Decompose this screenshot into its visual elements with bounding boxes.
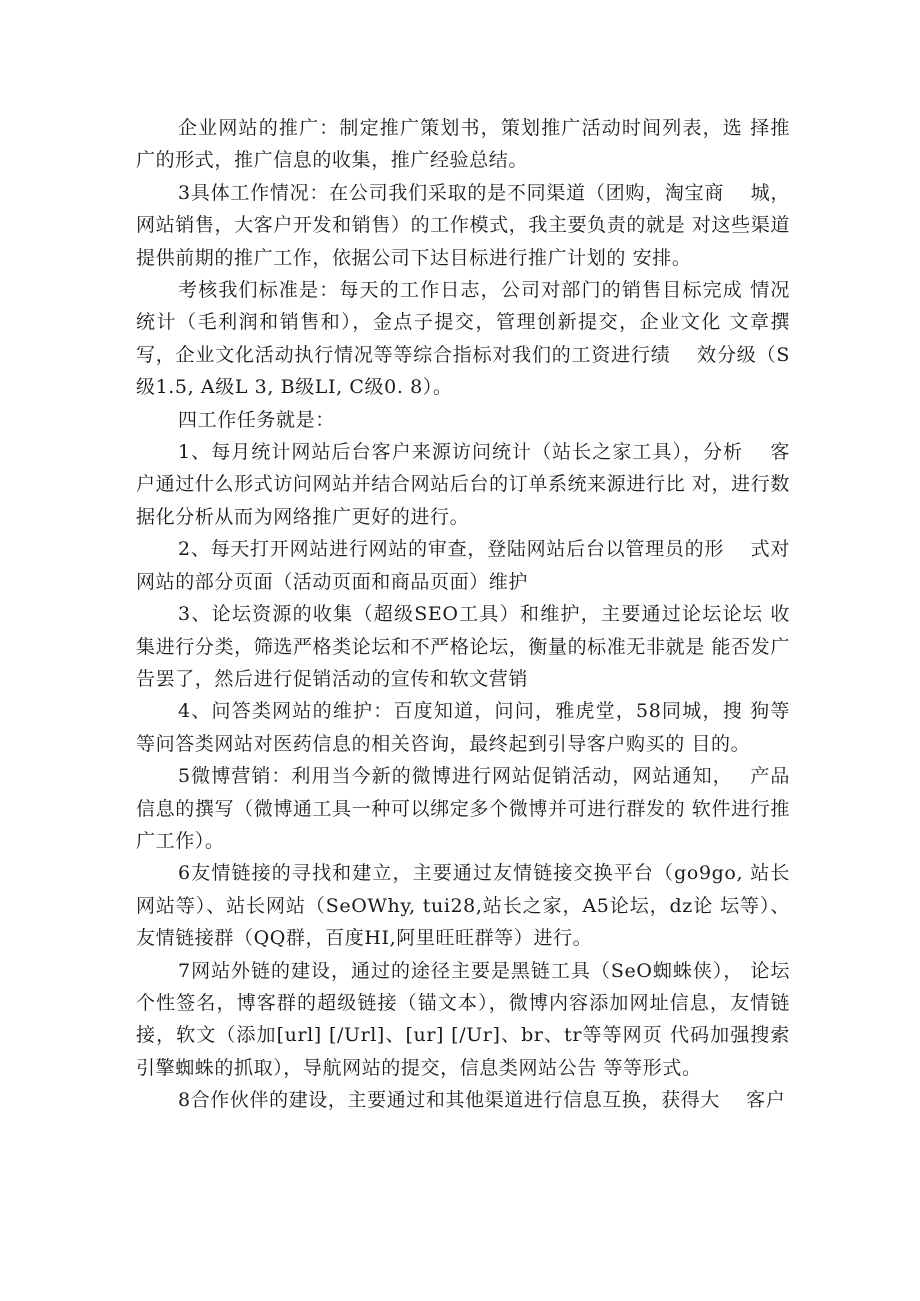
paragraph-assessment-standard: 考核我们标准是：每天的工作日志，公司对部门的销售目标完成 情况统计（毛利润和销售和），金点子提交，管理创新提交，企业文化 文章撰写，企业文化活动执行情况等等综合指标对我们的工资进行绩 效分级（S级1.5, A级L 3, B级LI, C级0. 8）。 (136, 279, 790, 399)
paragraph-work-details: 3具体工作情况：在公司我们采取的是不同渠道（团购，淘宝商 城，网站销售，大客户开发和销售）的工作模式，我主要负责的就是 对这些渠道提供前期的推广工作，依据公司下达目标进行推广计划的 安排。 (136, 181, 790, 269)
paragraph-task-3: 3、论坛资源的收集（超级SEO工具）和维护，主要通过论坛论坛 收集进行分类，筛选严格类论坛和不严格论坛，衡量的标准无非就是 能否发广告罢了，然后进行促销活动的宣传和软文营销 (136, 603, 790, 690)
paragraph-task-1: 1、每月统计网站后台客户来源访问统计（站长之家工具），分析 客户通过什么形式访问网站并结合网站后台的订单系统来源进行比 对，进行数据化分析从而为网络推广更好的进行。 (136, 441, 790, 528)
paragraph-task-5: 5微博营销：利用当今新的微博进行网站促销活动，网站通知， 产品信息的撰写（微博通工具一种可以绑定多个微博并可进行群发的 软件进行推广工作）。 (136, 765, 790, 852)
document-body (136, 112, 790, 1117)
paragraph-task-4: 4、问答类网站的维护：百度知道，问问，雅虎堂，58同城，搜 狗等等问答类网站对医药信息的相关咨询，最终起到引导客户购买的 目的。 (136, 700, 790, 755)
paragraph-task-6: 6友情链接的寻找和建立，主要通过友情链接交换平台（go9go, 站长网站等）、站长网站（SeOWhy, tui28,站长之家，A5论坛，dz论 坛等）、友情链接群（QQ群，百度HI,阿里旺旺群等）进行。 (136, 862, 790, 950)
paragraph-task-8: 8合作伙伴的建设，主要通过和其他渠道进行信息互换，获得大 客户 (178, 1089, 786, 1112)
paragraph-task-2: 2、每天打开网站进行网站的审查，登陆网站后台以管理员的形 式对网站的部分页面（活动页面和商品页面）维护 (136, 538, 790, 593)
paragraph-website-promotion: 企业网站的推广：制定推广策划书，策划推广活动时间列表，选 择推广的形式，推广信息的收集，推广经验总结。 (136, 117, 790, 172)
paragraph-task-heading: 四工作任务就是： (178, 408, 335, 431)
paragraph-task-7: 7网站外链的建设，通过的途径主要是黑链工具（SeO蜘蛛侠）， 论坛个性签名，博客群的超级链接（锚文本），微博内容添加网址信息，友情链接，软文（添加[url] [/Url]、[ur] [/Ur]、br、tr等等网页 代码加强搜索引擎蜘蛛的抓取），导航网站的提交，信息类网站公告 等等形式。 (136, 959, 790, 1079)
